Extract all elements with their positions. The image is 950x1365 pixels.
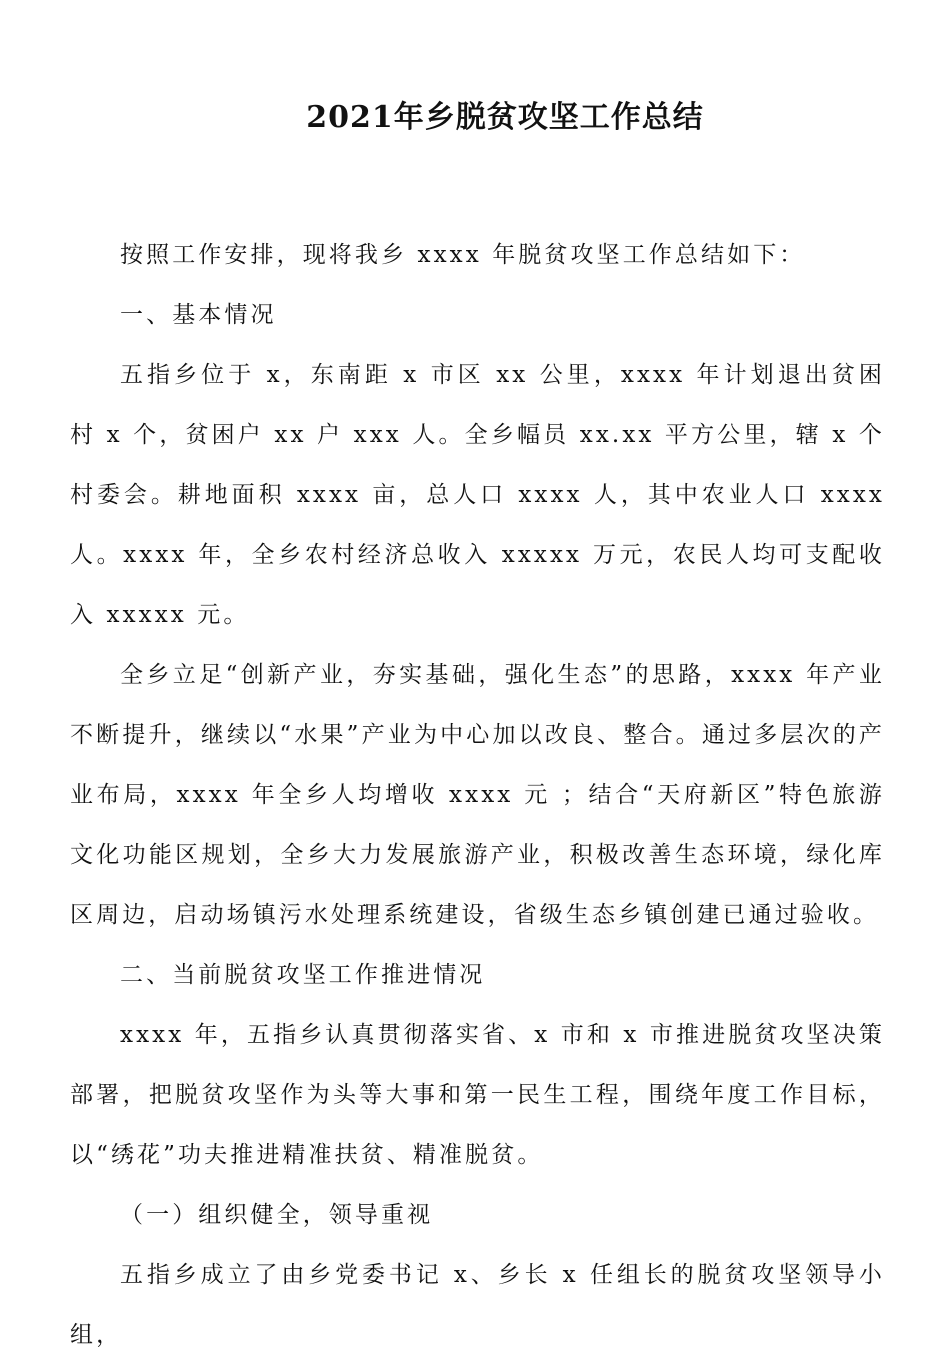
industry-paragraph: 全乡立足“创新产业，夯实基础，强化生态”的思路，xxxx 年产业不断提升，继续以“水果”产业为中心加以改良、整合。通过多层次的产业布局，xxxx 年全乡人均增收 xxxx 元 ；结合“天府新区”特色旅游文化功能区规划，全乡大力发展旅游产业，积极改善生态环境，绿化库区周边，启动场镇污水处理系统建设，省级生态乡镇创建已通过验收。 bbox=[70, 662, 885, 928]
progress-paragraph: xxxx 年，五指乡认真贯彻落实省、x 市和 x 市推进脱贫攻坚决策部署，把脱贫攻坚作为头等大事和第一民生工程，围绕年度工作目标，以“绣花”功夫推进精准扶贫、精准脱贫。 bbox=[70, 1022, 885, 1168]
organization-paragraph: 五指乡成立了由乡党委书记 x、乡长 x 任组长的脱贫攻坚领导小组， bbox=[70, 1262, 885, 1348]
subsection-heading-organization: （一）组织健全，领导重视 bbox=[120, 1202, 434, 1228]
document-title: 2021年乡脱贫攻坚工作总结 bbox=[306, 100, 704, 135]
basic-situation-paragraph: 五指乡位于 x，东南距 x 市区 xx 公里，xxxx 年计划退出贫困村 x 个，贫困户 xx 户 xxx 人。全乡幅员 xx.xx 平方公里，辖 x 个村委会。耕地面积 xxxx 亩，总人口 xxxx 人，其中农业人口 xxxx 人。xxxx 年，全乡农村经济总收入 xxxxx 万元，农民人均可支配收入 xxxxx 元。 bbox=[70, 362, 885, 628]
document-body bbox=[70, 225, 885, 1365]
section-heading-progress: 二、当前脱贫攻坚工作推进情况 bbox=[120, 962, 486, 988]
intro-paragraph: 按照工作安排，现将我乡 xxxx 年脱贫攻坚工作总结如下： bbox=[120, 242, 806, 268]
section-heading-basic-situation: 一、基本情况 bbox=[120, 302, 277, 328]
